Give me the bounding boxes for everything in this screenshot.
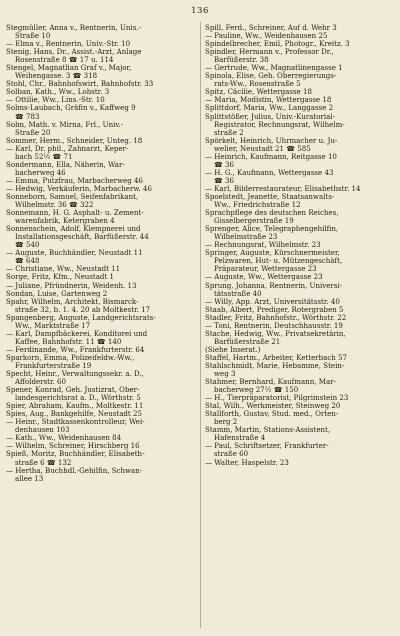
directory-entry-line: Wilhelmstr. 36 ☎ 322 [15,201,94,210]
directory-entry-line: Spahr, Wilhelm, Architekt, Bismarck- [6,297,139,306]
directory-entry-line: Splittdorf, Maria, Ww., Langgasse 2 [205,104,334,113]
directory-entry-line: Spangenberg, Auguste, Landgerichtsrats- [6,313,156,322]
directory-entry-line: rats-Ww., Rosenstraße 5 [214,80,301,89]
directory-entry-line: Gisselbergerstraße 19 [214,217,294,226]
directory-entry-line: ☎ 36 [214,160,234,169]
directory-entry-line: Sprenger, Alice, Telegraphengehilfin, [205,225,339,234]
directory-entry-line: Registrator, Rechnungsrat, Wilhelm- [214,120,345,129]
directory-entry-line: Springer, Auguste, Kürschnermeister, [205,249,340,258]
directory-entry-line: Sondan, Luise, Gartenweg 2 [6,289,108,298]
directory-entry-line: — Wilhelm, Schreiner, Hirschberg 16 [6,442,140,451]
directory-entry-line: — Hertha, Buchhdl.-Gehilfin, Schwan- [6,466,143,475]
directory-entry-line: Frankfurterstraße 19 [15,361,92,370]
directory-entry-line: Spörkelt, Heinrich, Uhrmacher u. Ju- [205,136,338,145]
directory-entry-line: — Auguste, Buchhändler, Neustadt 11 [6,249,143,258]
directory-entry-line: Stahmer, Bernhard, Kaufmann, Mar- [205,378,336,387]
directory-entry-line: — Hedwig, Verkäuferin, Marbacherw. 46 [6,184,152,193]
left-column [6,24,196,628]
directory-entry-line: Spier, Abraham, Kaufm., Moltkestr. 11 [6,402,144,411]
directory-entry-line: — Karl, Dr. phil., Zahnarzt, Keper- [6,144,129,153]
directory-entry-line: straße 60 [214,450,249,459]
directory-entry-line: Installationsgeschäft, Barfüßerstr. 44 [15,233,149,242]
directory-entry-line: Hafenstraße 4 [214,434,266,443]
directory-entry-line: — Juliane, Pfründnerin, Weidenh. 13 [6,281,137,290]
directory-entry-line: — Ottilie, Ww., Lins.-Str. 10 [6,96,105,105]
directory-entry-line: Pelzwaren, Hut- u. Mützengeschäft, [214,257,343,266]
directory-entry-line: Weihengasse. 3 ☎ 318 [15,72,98,81]
directory-entry-line: Spener, Konrad, Geh. Justizrat, Ober- [6,386,140,395]
directory-entry-line: Barfüßerstr. 38 [214,56,269,65]
directory-entry-line: — H. G., Kaufmann, Wettergasse 43 [205,168,334,177]
directory-entry-line: — Auguste, Ww., Wettergasse 23 [205,273,323,282]
directory-entry-line: Spill, Ferd., Schreiner, Auf d. Wehr 3 [205,24,337,32]
directory-entry-line: Stamm, Martin, Stations-Assistent, [205,426,331,435]
directory-entry-line: Sommer, Herm., Schneider, Unteg. 18 [6,136,143,145]
directory-entry-line: Stal, Wilh., Werkmeister, Steinweg 20 [205,402,341,411]
directory-entry-line: ☎ 783 [15,112,40,121]
directory-entry-line: — Ferdinande, Ww., Frankfurterstr. 64 [6,345,145,354]
directory-entry-line: — Karl, Bilderrestaurateur, Elisabethstr. 14 [205,184,361,193]
directory-entry-line: Staffel, Hartm., Arbeiter, Ketterbach 57 [205,353,348,362]
directory-entry-line: Wilhelmstraße 23 [214,233,278,242]
directory-entry-line: Sondermann, Ella, Näherin, War- [6,160,125,169]
directory-entry-line: Specht, Heinr., Verwaltungssekr. a. D., [6,370,144,379]
directory-entry-line: Stadler, Fritz, Bahnhofstr., Wörthstr. 22 [205,313,347,322]
directory-entry-line: Stallforth, Gustav, Stud. med., Orten- [205,410,339,419]
directory-entry-line: Ww., Friedrichstraße 12 [214,201,301,210]
directory-entry-line: ☎ 540 [15,241,40,250]
directory-entry-line: Affolderstr. 60 [15,378,67,387]
directory-entry-line: Rosenstraße 8 ☎ 17 u. 114 [15,56,114,65]
directory-entry-line: Sprachpflege des deutschen Reiches, [205,209,339,218]
directory-entry-line: Solm, Math. v. Mirna, Frl., Univ.- [6,120,124,129]
directory-entry-line: Straße 20 [15,128,51,137]
directory-entry-line: Solban, Kath., Ww., Lohstr. 3 [6,88,110,97]
directory-entry-line: Sonnenschein, Adolf, Klempnerei und [6,225,141,234]
directory-entry-line: Spitz, Cäcilie, Wettergasse 18 [205,88,312,97]
directory-entry-line: bacherweg 46 [15,168,66,177]
directory-entry-line: Stenig, Hans, Dr., Assist.-Arzt, Anlage [6,48,142,57]
directory-entry-line: bacherweg 27½ ☎ 150 [214,386,299,395]
right-column [205,24,395,628]
directory-entry-line: Spies, Aug., Bankgehilfe, Neustadt 25 [6,410,142,419]
directory-entry-line: Sonnemann, H. G. Asphalt- u. Zement- [6,209,144,218]
directory-entry-line: Barfüßerstraße 21 [214,337,281,346]
directory-entry-line: Stache, Hedwig, Ww., Privatsekretärin, [205,329,346,338]
directory-entry-line: ☎ 648 [15,257,40,266]
directory-entry-line: Sorge, Fritz, Kfm., Neustadt 1 [6,273,115,282]
directory-entry-line: (Siehe Inserat.) [205,345,261,354]
directory-entry-line: — Maria, Modistin, Wettergasse 18 [205,96,332,105]
directory-entry-line: — Heinr., Stadtkassenkontrolleur, Wei- [6,418,145,427]
directory-entry-line: Sonneborn, Samuel, Seifenfabrikant, [6,192,139,201]
directory-entry-line: Straße 10 [15,32,51,41]
directory-entry-line: Spindler, Hermann v., Professor Dr., [205,48,334,57]
directory-entry-line: — H., Tierpräparatorist, Pilgrimstein 23 [205,394,349,403]
column-divider [200,22,201,628]
directory-entry-line: landesgerichtsrat a. D., Wörthstr. 5 [15,394,141,403]
directory-entry-line: ☎ 36 [214,176,234,185]
directory-entry-line: Stahlschmidt, Marie, Hebamme, Stein- [205,361,345,370]
directory-entry-line: Spieß, Moritz, Buchhändler, Elisabeth- [6,450,145,459]
directory-entry-line: Stohl, Chr., Bahnhofswirt, Bahnhofstr. 33 [6,80,154,89]
directory-entry-line: Sprung, Johanna, Rentnerin, Universi- [205,281,343,290]
directory-entry-line: — Gertrude, Ww., Magnatlinengasse 1 [205,64,343,73]
directory-entry-line: Stengel, Magnatlian Graf v., Major, [6,64,132,73]
directory-entry-line: — Emma, Putzfrau, Marbacherweg 46 [6,176,143,185]
directory-entry-line: denhausen 103 [15,426,70,435]
directory-entry-line: Spoelstedt, Jeanette, Staatsanwalts- [205,192,335,201]
directory-entry-line: — Elma v., Rentnerin, Univ.-Str. 10 [6,40,131,49]
directory-entry-line: Präparateur, Wettergasse 23 [214,265,317,274]
directory-entry-line: Ww., Marktstraße 17 [15,321,91,330]
directory-entry-line: Splittstößer, Julius, Univ.-Kuratorial- [205,112,335,121]
directory-entry-line: welier, Neustadt 21 ☎ 585 [214,144,311,153]
directory-entry-line: Sparkorn, Emma, Polizeifeldw.-Ww., [6,353,135,362]
directory-entry-line: Spindelbrecher, Emil, Photogr., Kreitz. 3 [205,40,350,49]
directory-entry-line: bach 52½ ☎ 71 [15,152,73,161]
directory-entry-line: Staab, Albert, Prediger, Rotergraben 5 [205,305,344,314]
directory-entry-line: — Willy, App. Arzt, Universitätsstr. 40 [205,297,340,306]
directory-entry-line: — Karl, Dampfbäckerei, Konditorei und [6,329,148,338]
directory-entry-line: — Walter, Haspelstr. 23 [205,458,289,467]
directory-entry-line: weg 3 [214,370,236,379]
directory-entry-line: straße 2 [214,128,244,137]
directory-entry-line: allee 13 [15,474,44,483]
directory-entry-line: Solms-Laubach, Gräfin v., Kaffweg 9 [6,104,136,113]
directory-entry-line: — Kath., Ww., Weidenhausen 84 [6,434,122,443]
directory-entry-line: warenfabrik, Ketergraben 4 [15,217,115,226]
directory-entry-line: tätsstraße 40 [214,289,262,298]
directory-entry-line: — Christiane, Ww., Neustadt 11 [6,265,121,274]
directory-entry-line: — Paul, Schriftsetzer, Frankfurter- [205,442,329,451]
directory-entry-line: — Pauline, Ww., Weidenhausen 25 [205,32,328,41]
directory-entry-line: — Heinrich, Kaufmann, Reitgasse 10 [205,152,337,161]
directory-entry-line: straße 32, b. 1. 4. 20 ab Moltkestr. 17 [15,305,151,314]
directory-entry-line: berg 2 [214,418,238,427]
directory-entry-line: straße 6 ☎ 132 [15,458,72,467]
directory-entry-line: Spinola, Elise, Geh. Oberregierungs- [205,72,337,81]
page-number: 136 [191,6,209,16]
directory-entry-line: Stegmüller, Anna v., Rentnerin, Unis.- [6,24,141,32]
directory-entry-line: — Rechnungsrat, Wilhelmstr. 23 [205,241,321,250]
directory-entry-line: Kaffee, Bahnhofstr. 11 ☎ 140 [15,337,122,346]
directory-entry-line: — Toni, Rentnerin, Deutschhausstr. 19 [205,321,343,330]
